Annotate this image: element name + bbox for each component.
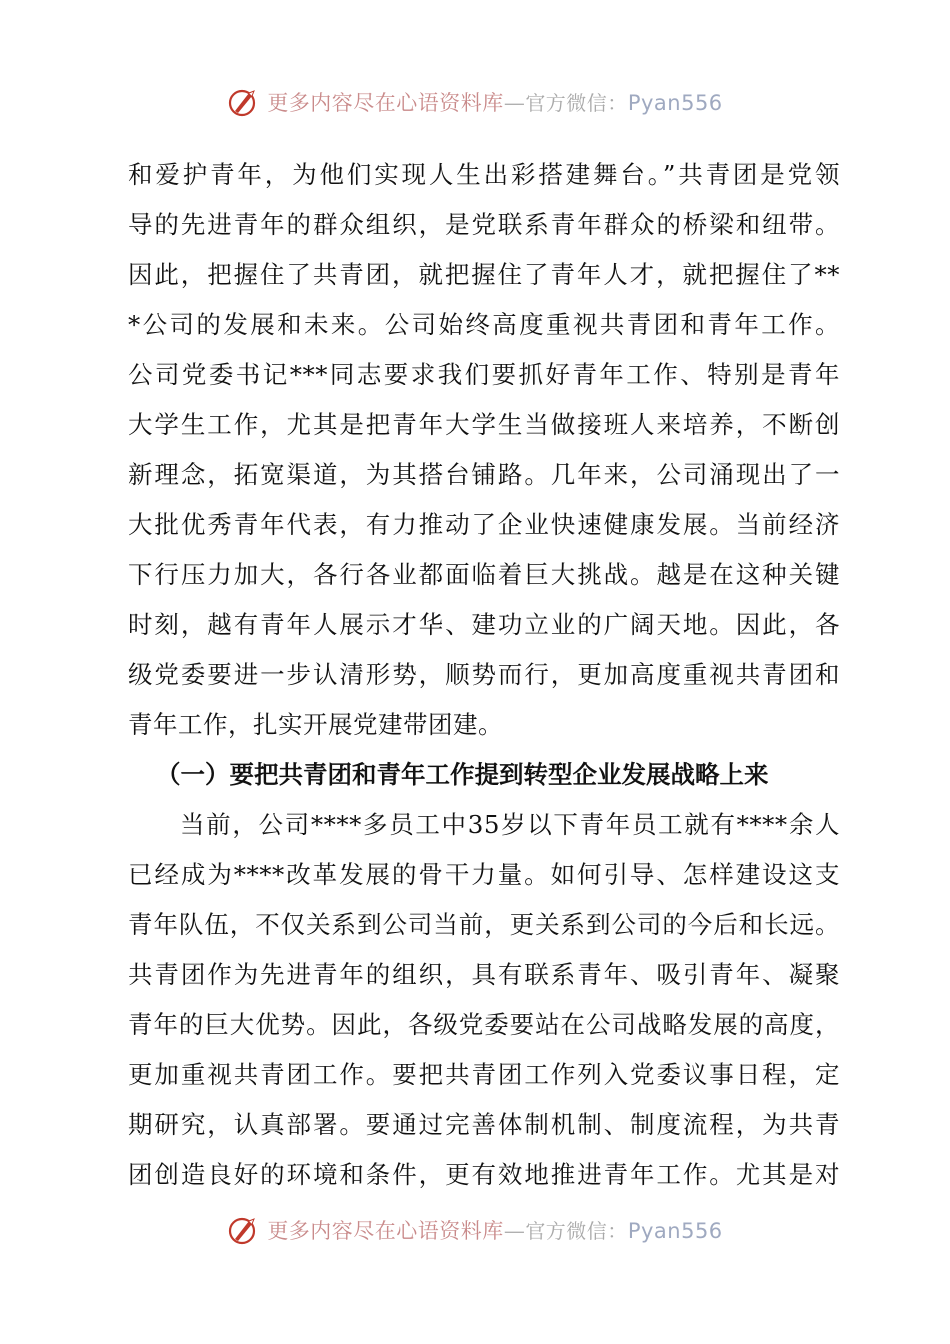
text-line: 时刻，越有青年人展示才华、建功立业的广阔天地。因此，各 bbox=[128, 610, 840, 639]
text-line: 大学生工作，尤其是把青年大学生当做接班人来培养，不断创 bbox=[128, 410, 840, 439]
watermark-id: Pyan556 bbox=[627, 91, 723, 115]
watermark-label: 官方微信： bbox=[525, 91, 628, 115]
text-line: 级党委要进一步认清形势，顺势而行，更加高度重视共青团和 bbox=[128, 660, 840, 689]
text-line: *公司的发展和未来。公司始终高度重视共青团和青年工作。 bbox=[128, 310, 840, 339]
paragraph-2 bbox=[128, 800, 840, 1200]
text-line: 青年的巨大优势。因此，各级党委要站在公司战略发展的高度， bbox=[128, 1010, 840, 1039]
text-line: 公司党委书记***同志要求我们要抓好青年工作、特别是青年 bbox=[128, 360, 840, 389]
section-heading: （一）要把共青团和青年工作提到转型企业发展战略上来 bbox=[156, 760, 769, 789]
text-line: 新理念，拓宽渠道，为其搭台铺路。几年来，公司涌现出了一 bbox=[128, 460, 840, 489]
watermark-dash: — bbox=[503, 1219, 526, 1243]
watermark-id: Pyan556 bbox=[627, 1219, 723, 1243]
pen-logo-icon bbox=[227, 85, 261, 119]
text-line: 因此，把握住了共青团，就把握住了青年人才，就把握住了** bbox=[128, 260, 840, 289]
watermark-label: 官方微信： bbox=[525, 1219, 628, 1243]
pen-logo-icon bbox=[227, 1213, 261, 1247]
text-line: 更加重视共青团工作。要把共青团工作列入党委议事日程，定 bbox=[128, 1060, 840, 1089]
text-line: 青年队伍，不仅关系到公司当前，更关系到公司的今后和长远。 bbox=[128, 910, 840, 939]
text-line: 团创造良好的环境和条件，更有效地推进青年工作。尤其是对 bbox=[128, 1160, 840, 1189]
text-line: 下行压力加大，各行各业都面临着巨大挑战。越是在这种关键 bbox=[128, 560, 840, 589]
watermark-text bbox=[267, 87, 722, 117]
document-body bbox=[128, 150, 840, 1200]
watermark-dash: — bbox=[503, 91, 526, 115]
paragraph-1 bbox=[128, 150, 840, 750]
text-line: 和爱护青年，为他们实现人生出彩搭建舞台。”共青团是党领 bbox=[128, 160, 840, 189]
header-watermark-banner bbox=[0, 82, 950, 122]
text-line: 共青团作为先进青年的组织，具有联系青年、吸引青年、凝聚 bbox=[128, 960, 840, 989]
text-line: 当前，公司****多员工中35岁以下青年员工就有****余人 bbox=[180, 810, 840, 839]
text-line: 大批优秀青年代表，有力推动了企业快速健康发展。当前经济 bbox=[128, 510, 840, 539]
footer-watermark-banner bbox=[0, 1210, 950, 1250]
watermark-text bbox=[267, 1215, 722, 1245]
text-line: 青年工作，扎实开展党建带团建。 bbox=[128, 710, 503, 739]
text-line: 已经成为****改革发展的骨干力量。如何引导、怎样建设这支 bbox=[128, 860, 840, 889]
watermark-main: 更多内容尽在心语资料库 bbox=[267, 91, 504, 115]
watermark-main: 更多内容尽在心语资料库 bbox=[267, 1219, 504, 1243]
text-line: 期研究，认真部署。要通过完善体制机制、制度流程，为共青 bbox=[128, 1110, 840, 1139]
text-line: 导的先进青年的群众组织，是党联系青年群众的桥梁和纽带。 bbox=[128, 210, 840, 239]
